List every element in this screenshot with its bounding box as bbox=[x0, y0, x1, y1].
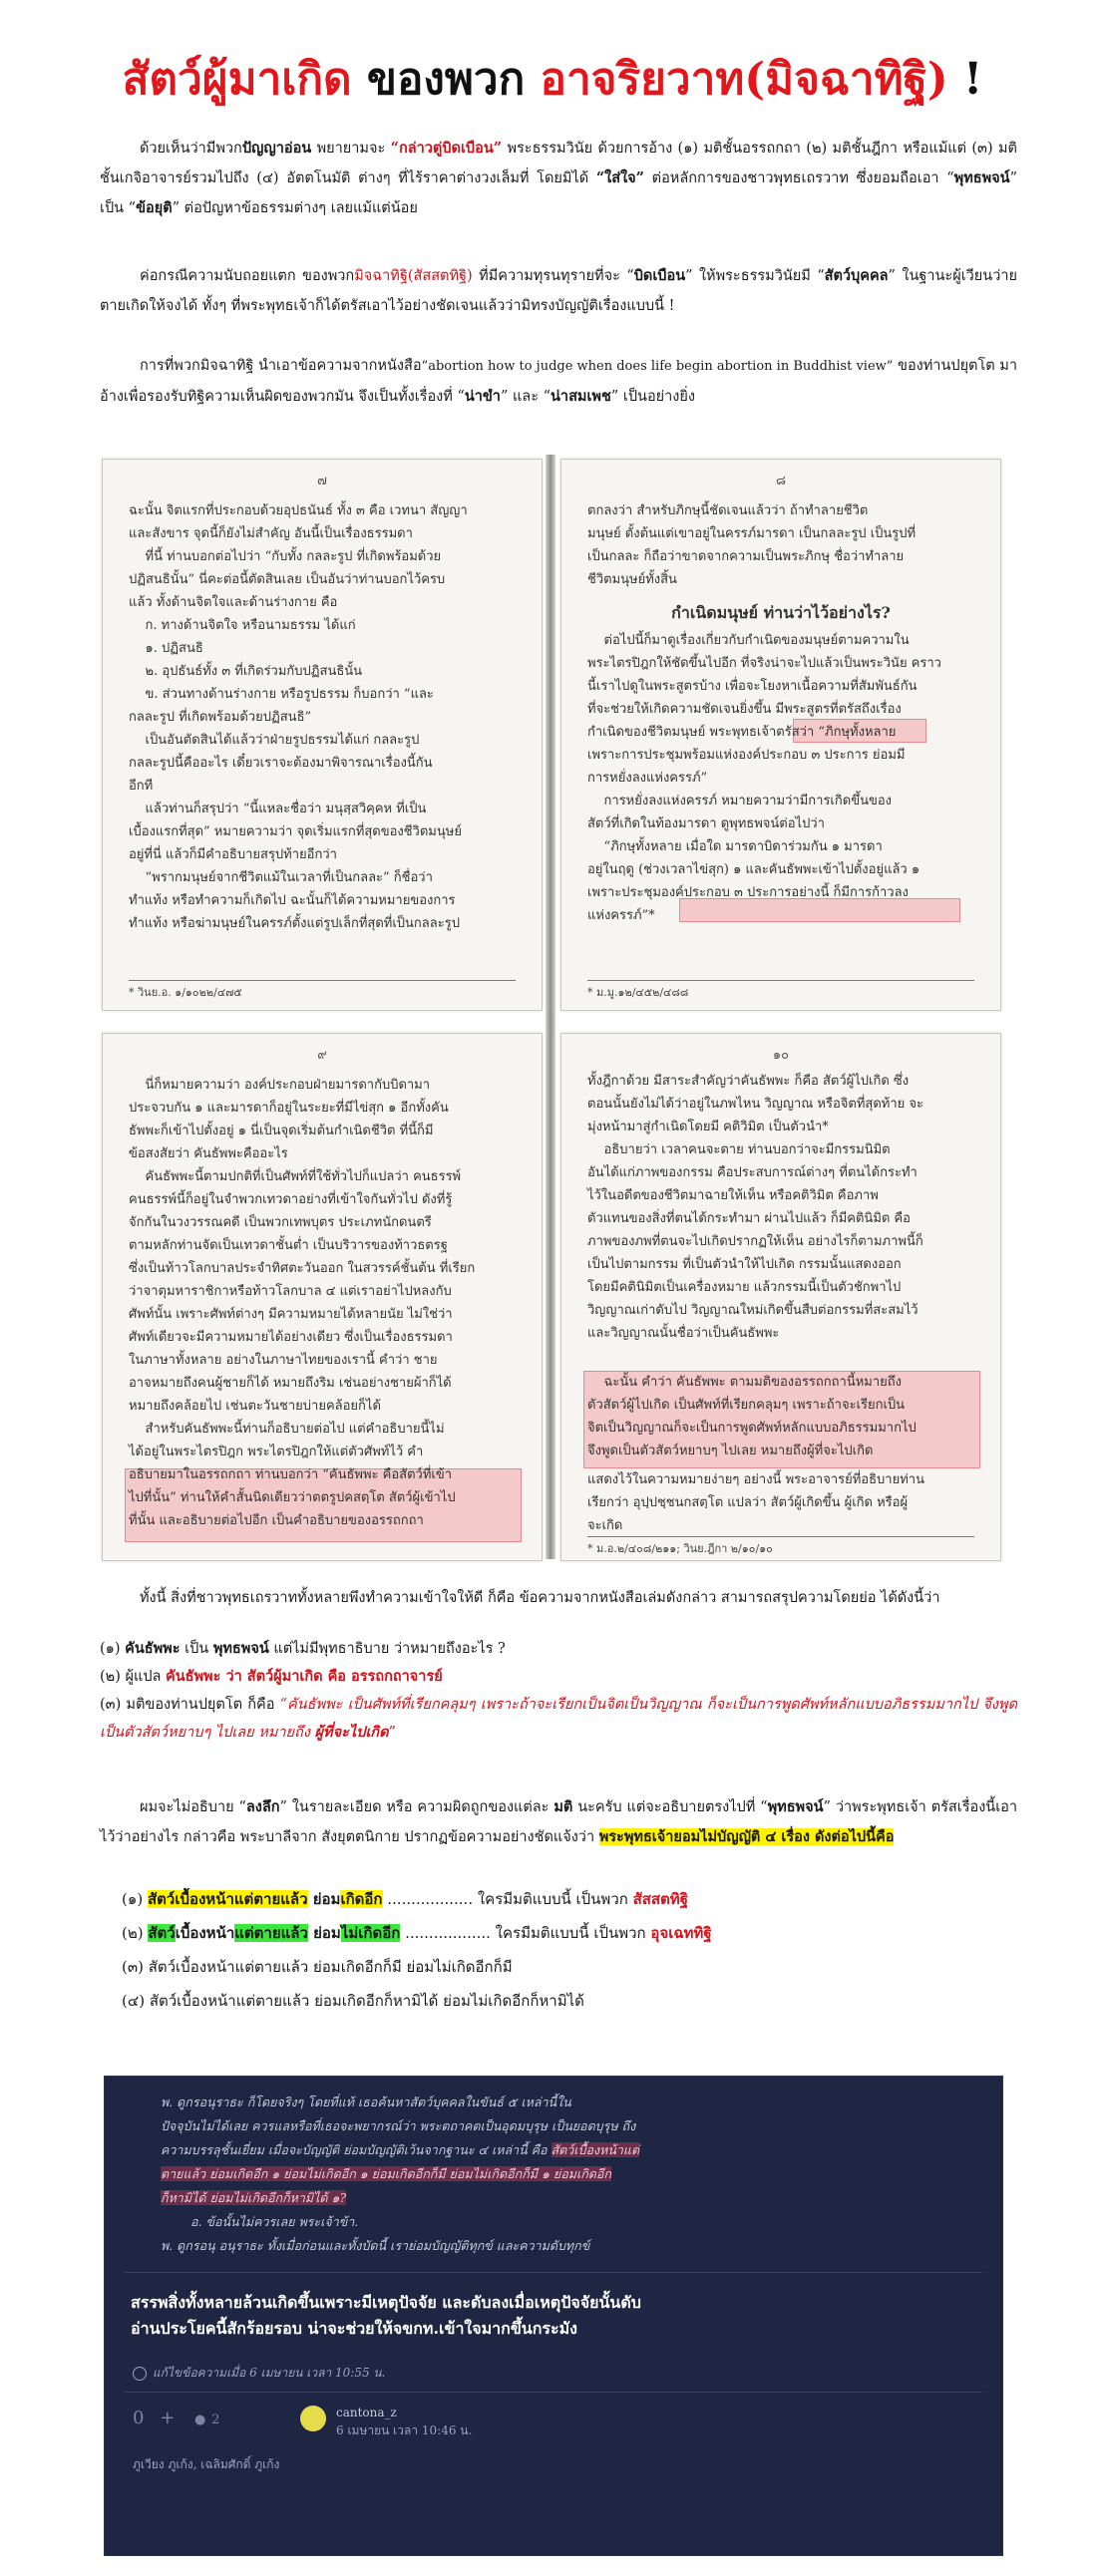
post-time: 6 เมษายน เวลา 10:46 น. bbox=[336, 2423, 473, 2437]
page-text: ตกลงว่า สำหรับภิกษุนี้ชัดเจนแล้วว่า ถ้าทำลายชีวิต มนุษย์ ตั้งต้นแต่เขาอยู่ในครรภ์มารดา เป็นกลละรูป เป็นรูปที่ เป็นกลละ ก็ถือว่าขาดจากความเป็นพระภิกษุ ชื่อว่าทำลาย ชีวิตมนุษย์ทั้งสิ้น bbox=[587, 503, 917, 587]
vote-area[interactable] bbox=[133, 2408, 219, 2428]
page-heading: กำเนิดมนุษย์ ท่านว่าไว้อย่างไร? bbox=[671, 603, 891, 622]
vote-count: 0 bbox=[133, 2408, 145, 2428]
book-page-top-right bbox=[560, 459, 1001, 1011]
page-text: ต่อไปนี้ก็มาดูเรื่องเกี่ยวกับกำเนิดของมนุษย์ตามความใน พระไตรปิฎกให้ชัดขึ้นไปอีก ที่จริงน่าจะไปแล้วเป็นพระวินัย คราว นี้เราไปดูในพระสูตรบ้าง เพื่อจะโยงหาเนื้อความที่สัมพันธ์กัน ที่จะช่วยให้เกิดความชัดเจนยิ่งขึ้น มีพระสูตรที่ตรัสถึงเรื่อง กำเนิดของชีวิตมนุษย์ พระพุทธเจ้าตรัสว่า “ภิกษุทั้งหลาย เพราะการประชุมพร้อมแห่งองค์ประกอบ ๓ ประการ ย่อมมี การหยั่งลงแห่งครรภ์” การหยั่งลงแห่งครรภ์ หมายความว่ามีการเกิดขึ้นของ สัตว์ที่เกิดในท้องมารดา ดูพุทธพจน์ต่อไปว่า “ภิกษุทั้งหลาย เมื่อใด มารดาบิดาร่วมกัน ๑ มารดา อยู่ในฤดู (ช่วงเวลาไข่สุก) ๑ และคันธัพพะเข้าไปตั้งอยู่แล้ว ๑ เพราะประชุมองค์ประกอบ ๓ ประการอย่างนี้ ก็มีการก้าวลง แห่งครรภ์”* bbox=[587, 633, 941, 923]
position-item-2: (๒) สัตว์เบื้องหน้าแต่ตายแล้ว ย่อมไม่เกิดอีก .................. ใครมีมติแบบนี้ เป็นพวก อุจเฉททิฐิ bbox=[122, 1924, 712, 1942]
footnote: * ม.อ.๒/๔๐๘/๒๑๑; วินย.ฎีกา ๒/๑๐/๑๐ bbox=[587, 1536, 974, 1557]
intro-paragraph-1: ด้วยเห็นว่ามีพวกปัญญาอ่อน พยายามจะ “กล่าวตู่บิดเบือน” พระธรรมวินัย ด้วยการอ้าง (๑) มติชั้นอรรถกถา (๒) มติชั้นฎีกา หรือแม้แต่ (๓) มติชั้นเกจิอาจารย์รวมไปถึง (๔) อัตตโนมัติ ต่างๆ ที่ไร้ราคาต่างวงเล็มที่ โดยมิได้ “ใส่ใจ” ต่อหลักการของชาวพุทธเถรวาท ซึ่งยอมถือเอา “พุทธพจน์” เป็น “ข้อยุติ” ต่อปัญหาข้อธรรมต่างๆ เลยแม้แต่น้อย bbox=[100, 140, 1018, 216]
page-title: สัตว์ผู้มาเกิด ของพวก อาจริยวาท(มิจฉาทิฐิ) ! bbox=[122, 54, 983, 105]
page-number: ๗ bbox=[317, 474, 327, 488]
page-text: ทั้งฎีกาด้วย มีสาระสำคัญว่าคันธัพพะ ก็คือ สัตว์ผู้ไปเกิด ซึ่ง ตอนนั้นยังไม่ได้ว่าอยู่ในภพไหน วิญญาณ หรือจิตที่สุดท้าย จะ มุ่งหน้ามาสู่กำเนิดโดยมี คติวิมิต เป็นตัวนำ* อธิบายว่า เวลาคนจะตาย ท่านบอกว่าจะมีกรรมนิมิต อันได้แก่ภาพของกรรม คือประสบการณ์ต่างๆ ที่ตนได้กระทำ ไว้ในอดีตของชีวิตมาฉายให้เห็น หรือคติวิมิต คือภาพ ตัวแทนของสิ่งที่ตนได้กระทำมา ผ่านไปแล้ว ก็มีคตินิมิต คือ ภาพของภพที่ตนจะไปเกิดปรากฏให้เห็น อย่างไรก็ตามภาพนี้ก็ เป็นไปตามกรรม ที่เป็นตัวนำให้ไปเกิด กรรมนั้นแสดงออก โดยมีคตินิมิตเป็นเครื่องหมาย แล้วกรรมนี้เป็นตัวชักพาไป วิญญาณเก่าดับไป วิญญาณใหม่เกิดขึ้นสืบต่อกรรมที่สะสมไว้ และวิญญาณนั้นชื่อว่าเป็นคันธัพพะ bbox=[587, 1074, 924, 1341]
summary-lead: ทั้งนี้ สิ่งที่ชาวพุทธเถรวาททั้งหลายพึงทำความเข้าใจให้ดี ก็คือ ข้อความจากหนังสือเล่มดังกล่าว สามารถสรุปความโดยย่อ ได้ดังนี้ว่า bbox=[140, 1590, 940, 1606]
edited-note: แก้ไขข้อความเมื่อ 6 เมษายน เวลา 10:55 น. bbox=[133, 2364, 385, 2383]
post-body: สรรพสิ่งทั้งหลายล้วนเกิดขึ้นเพราะมีเหตุปัจจัย และดับลงเมื่อเหตุปัจจัยนั้นดับ อ่านประโยคนี้สักร้อยรอบ น่าจะช่วยให้จขกท.เข้าใจมากขึ้นกระมัง bbox=[131, 2293, 641, 2338]
position-item-4: (๔) สัตว์เบื้องหน้าแต่ตายแล้ว ย่อมเกิดอีกก็หามิได้ ย่อมไม่เกิดอีกก็หามิได้ bbox=[122, 1992, 584, 2010]
separator bbox=[125, 2272, 982, 2273]
plus-vote-button[interactable]: + bbox=[160, 2408, 176, 2428]
avatar[interactable] bbox=[300, 2406, 326, 2431]
book-page-bottom-left bbox=[102, 1033, 543, 1561]
comment-icon: ● bbox=[194, 2413, 206, 2427]
separator bbox=[125, 2392, 982, 2393]
summary-item-3: (๓) มติของท่านปยุตโต ก็คือ “คันธัพพะ เป็นศัพท์ที่เรียกคลุมๆ เพราะถ้าจะเรียกเป็นจิตเป็นวิญญาณ ก็จะเป็นการพูดศัพท์หลักแบบอภิธรรมมากไป จึงพูดเป็นตัวสัตว์หยาบๆ ไปเลย หมายถึง ผู้ที่จะไปเกิด” bbox=[100, 1697, 1017, 1741]
page-number: ๑๐ bbox=[772, 1048, 790, 1063]
position-item-3: (๓) สัตว์เบื้องหน้าแต่ตายแล้ว ย่อมเกิดอีกก็มี ย่อมไม่เกิดอีกก็มี bbox=[122, 1958, 513, 1976]
tags-line[interactable]: ภูเวียง ภูเก้ง, เฉลิมศักดิ์ ภูเก้ง bbox=[133, 2457, 280, 2471]
username[interactable]: cantona_z bbox=[336, 2406, 397, 2419]
footnote: * วินย.อ. ๑/๑๐๒๒/๔๗๕ bbox=[129, 980, 516, 1001]
position-item-1: (๑) สัตว์เบื้องหน้าแต่ตายแล้ว ย่อมเกิดอีก .................. ใครมีมติแบบนี้ เป็นพวก สัสสตทิฐิ bbox=[122, 1890, 688, 1908]
summary-list bbox=[100, 1635, 1017, 1747]
quote-block: พ. ดูกรอนุราธะ ก็โดยจริงๆ โดยที่แท้ เธอค้นหาสัตว์บุคคลในขันธ์ ๕ เหล่านี้ใน ปัจจุบันไม่ได้เลย ควรแลหรือที่เธอจะพยากรณ์ว่า พระตถาคตเป็นอุดมบุรุษ เป็นยอดบุรุษ ถึง ความบรรลุชั้นเยี่ยม เมื่อจะบัญญัติ ย่อมบัญญัติเว้นจากฐานะ ๔ เหล่านี้ คือ สัตว์เบื้องหน้าแต่ ตายแล้ว ย่อมเกิดอีก ๑ ย่อมไม่เกิดอีก ๑ ย่อมเกิดอีกก็มี ย่อมไม่เกิดอีกก็มี ๑ ย่อมเกิดอีก ก็หามิได้ ย่อมไม่เกิดอีกก็หามิได้ ๑? อ. ข้อนั้นไม่ควรเลย พระเจ้าข้า. พ. ดูกรอนุ อนุราธะ ทั้งเมื่อก่อนและทั้งบัดนี้ เราย่อมบัญญัติทุกข์ และความดับทุกข์ bbox=[161, 2094, 640, 2253]
footnote: * ม.มู.๑๒/๔๕๒/๔๘๘ bbox=[587, 980, 974, 1001]
book-page-top-left bbox=[102, 459, 543, 1011]
page-text: ฉะนั้น จิตแรกที่ประกอบด้วยอุปธนันธ์ ทั้ง ๓ คือ เวทนา สัญญา และสังขาร จุดนี้ก็ยังไม่สำคัญ อันนี้เป็นเรื่องธรรมดา ที่นี้ ท่านบอกต่อไปว่า “กับทั้ง กลละรูป ที่เกิดพร้อมด้วย ปฏิสนธินั้น” นี่คะต่อนี้ตัดสินเลย เป็นอันว่าท่านบอกไว้ครบ แล้ว ทั้งด้านจิตใจและด้านร่างกาย คือ ก. ทางด้านจิตใจ หรือนามธรรม ได้แก่ ๑. ปฏิสนธิ ๒. อุปธันธ์ทั้ง ๓ ที่เกิดร่วมกับปฏิสนธินั้น ข. ส่วนทางด้านร่างกาย หรือรูปธรรม ก็บอกว่า “และ กลละรูป ที่เกิดพร้อมด้วยปฏิสนธิ” เป็นอันตัดสินได้แล้วว่าฝ่ายรูปธรรมได้แก่ กลละรูป กลละรูปนี้คืออะไร เดี๋ยวเราจะต้องมาพิจารณาเรื่องนี้กัน อีกที แล้วท่านก็สรุปว่า “นี้แหละชื่อว่า มนุสฺสวิคฺคห ที่เป็น เบื้องแรกที่สุด” หมายความว่า จุดเริ่มแรกที่สุดของชีวิตมนุษย์ อยู่ที่นี่ แล้วก็มีคำอธิบายสรุปท้ายอีกว่า “พรากมนุษย์จากชีวิตแม้ในเวลาที่เป็นกลละ” ก็ชื่อว่า ทำแท้ง หรือทำความก็เกิดไป ฉะนั้นก็ได้ความหมายของการ ทำแท้ง หรือฆ่ามนุษย์ในครรภ์ตั้งแต่รูปเล็กที่สุดที่เป็นกลละรูป bbox=[129, 503, 468, 931]
page-number: ๙ bbox=[317, 1048, 327, 1063]
intro-paragraph-3: การที่พวกมิจฉาทิฐิ นำเอาข้อความจากหนังสือ“abortion how to judge when does life begin abortion in Buddhist view” ของท่านปยุตโต มาอ้างเพื่อรองรับทิฐิความเห็นผิดของพวกมัน จึงเป็นทั้งเรื่องที่ “น่าขำ” และ “น่าสมเพช” เป็นอย่างยิ่ง bbox=[100, 358, 1017, 405]
book-page-bottom-right bbox=[560, 1033, 1001, 1561]
explanation-paragraph: ผมจะไม่อธิบาย “ลงลึก” ในรายละเอียด หรือ ความผิดถูกของแต่ละ มติ นะครับ แต่จะอธิบายตรงไปที่ “พุทธพจน์” ว่าพระพุทธเจ้า ตรัสเรื่องนี้เอาไว้ว่าอย่างไร กล่าวคือ พระบาลีจาก สังยุตตนิกาย ปรากฏข้อความอย่างชัดแจ้งว่า พระพุทธเจ้ายอมไม่บัญญัติ ๔ เรื่อง ดังต่อไปนี้คือ bbox=[100, 1798, 1017, 1845]
page-text: แสดงไว้ในความหมายง่ายๆ อย่างนี้ พระอาจารย์ที่อธิบายท่าน เรียกว่า อุปฺปชฺชนกสตฺโต แปลว่า สัตว์ผู้เกิดขึ้น ผู้เกิด หรือผู้ จะเกิด bbox=[587, 1472, 924, 1533]
intro-paragraph-2: ค่อกรณีความนับถอยแตก ของพวกมิจฉาทิฐิ(สัสสตทิฐิ) ที่มีความทุรนทุรายที่จะ “บิดเบือน” ให้พระธรรมวินัยมี “สัตว์บุคคล” ในฐานะผู้เวียนว่ายตายเกิดให้จงได้ ทั้งๆ ที่พระพุทธเจ้าก็ได้ตรัสเอาไว้อย่างชัดเจนแล้วว่ามิทรงบัญญัติเรื่องแบบนี้ ! bbox=[100, 267, 1017, 314]
page-text: นี่ก็หมายความว่า องค์ประกอบฝ่ายมารดากับบิดามา ประจวบกัน ๑ และมารดาก็อยู่ในระยะที่มีไข่สุก ๑ อีกทั้งคัน ธัพพะก็เข้าไปตั้งอยู่ ๑ นี่เป็นจุดเริ่มต้นกำเนิดชีวิต ที่นี้ก็มี ข้อสงสัยว่า คันธัพพะคืออะไร คันธัพพะนี้ตามปกติที่เป็นศัพท์ที่ใช้ทั่วไปก็แปลว่า คนธรรพ์ คนธรรพ์นี้ก็อยู่ในจำพวกเทวดาอย่างที่เข้าใจกันทั่วไป ดังที่รู้ จักกันในวงวรรณคดี เป็นพวกเทพบุตร ประเภทนักดนตรี ตามหลักท่านจัดเป็นเทวดาชั้นต่ำ เป็นบริวารของท้าวธตรฐ ซึ่งเป็นท้าวโลกบาลประจำทิศตะวันออก ในสวรรค์ชั้นต้น ที่เรียก ว่าจาตุมหาราชิกาหรือท้าวโลกบาล ๔ แต่เราอย่าไปหลงกับ ศัพท์นั้น เพราะศัพท์ต่างๆ มีความหมายได้หลายนัย ไม่ใช่ว่า ศัพท์เดียวจะมีความหมายได้อย่างเดียว ซึ่งเป็นเรื่องธรรมดา ในภาษาทั้งหลาย อย่างในภาษาไทยของเรานี้ คำว่า ชาย อาจหมายถึงคนผู้ชายก็ได้ หมายถึงริม เช่นอย่างชายผ้าก็ได้ หมายถึงคล้อยไป เช่นตะวันชายบ่ายคล้อยก็ได้ สำหรับคันธัพพะนี้ท่านก็อธิบายต่อไป แต่คำอธิบายนี้ไม่ ได้อยู่ในพระไตรปิฎก พระไตรปิฎกให้แต่ตัวศัพท์ไว้ คำ อธิบายมาในอรรถกถา ท่านบอกว่า “คันธัพพะ คือสัตว์ที่เข้า ไปที่นั้น” ท่านให้คำสั้นนิดเดียวว่าตตรูปคสตฺโต สัตว์ผู้เข้าไป ที่นั้น และอธิบายต่อไปอีก เป็นคำอธิบายของอรรถกถา bbox=[129, 1078, 476, 1528]
page-number: ๘ bbox=[775, 474, 787, 488]
forum-post-screenshot bbox=[104, 2076, 1003, 2556]
page-text-highlighted: ฉะนั้น คำว่า คันธัพพะ ตามมติของอรรถกถานี้หมายถึง ตัวสัตว์ผู้ไปเกิด เป็นศัพท์ที่เรียกคลุมๆ เพราะถ้าจะเรียกเป็น จิตเป็นวิญญาณก็จะเป็นการพูดศัพท์หลักแบบอภิธรรมมากไป จึงพูดเป็นตัวสัตว์หยาบๆ ไปเลย หมายถึงผู้ที่จะไปเกิด bbox=[587, 1375, 917, 1458]
summary-item-2: (๒) ผู้แปล คันธัพพะ ว่า สัตว์ผู้มาเกิด คือ อรรถกถาจารย์ bbox=[100, 1668, 443, 1685]
comment-count: 2 bbox=[211, 2413, 220, 2427]
edit-icon bbox=[133, 2367, 147, 2381]
book-spine bbox=[546, 455, 555, 1559]
summary-item-1: (๑) คันธัพพะ เป็น พุทธพจน์ แต่ไม่มีพุทธาธิบาย ว่าหมายถึงอะไร ? bbox=[100, 1640, 506, 1657]
